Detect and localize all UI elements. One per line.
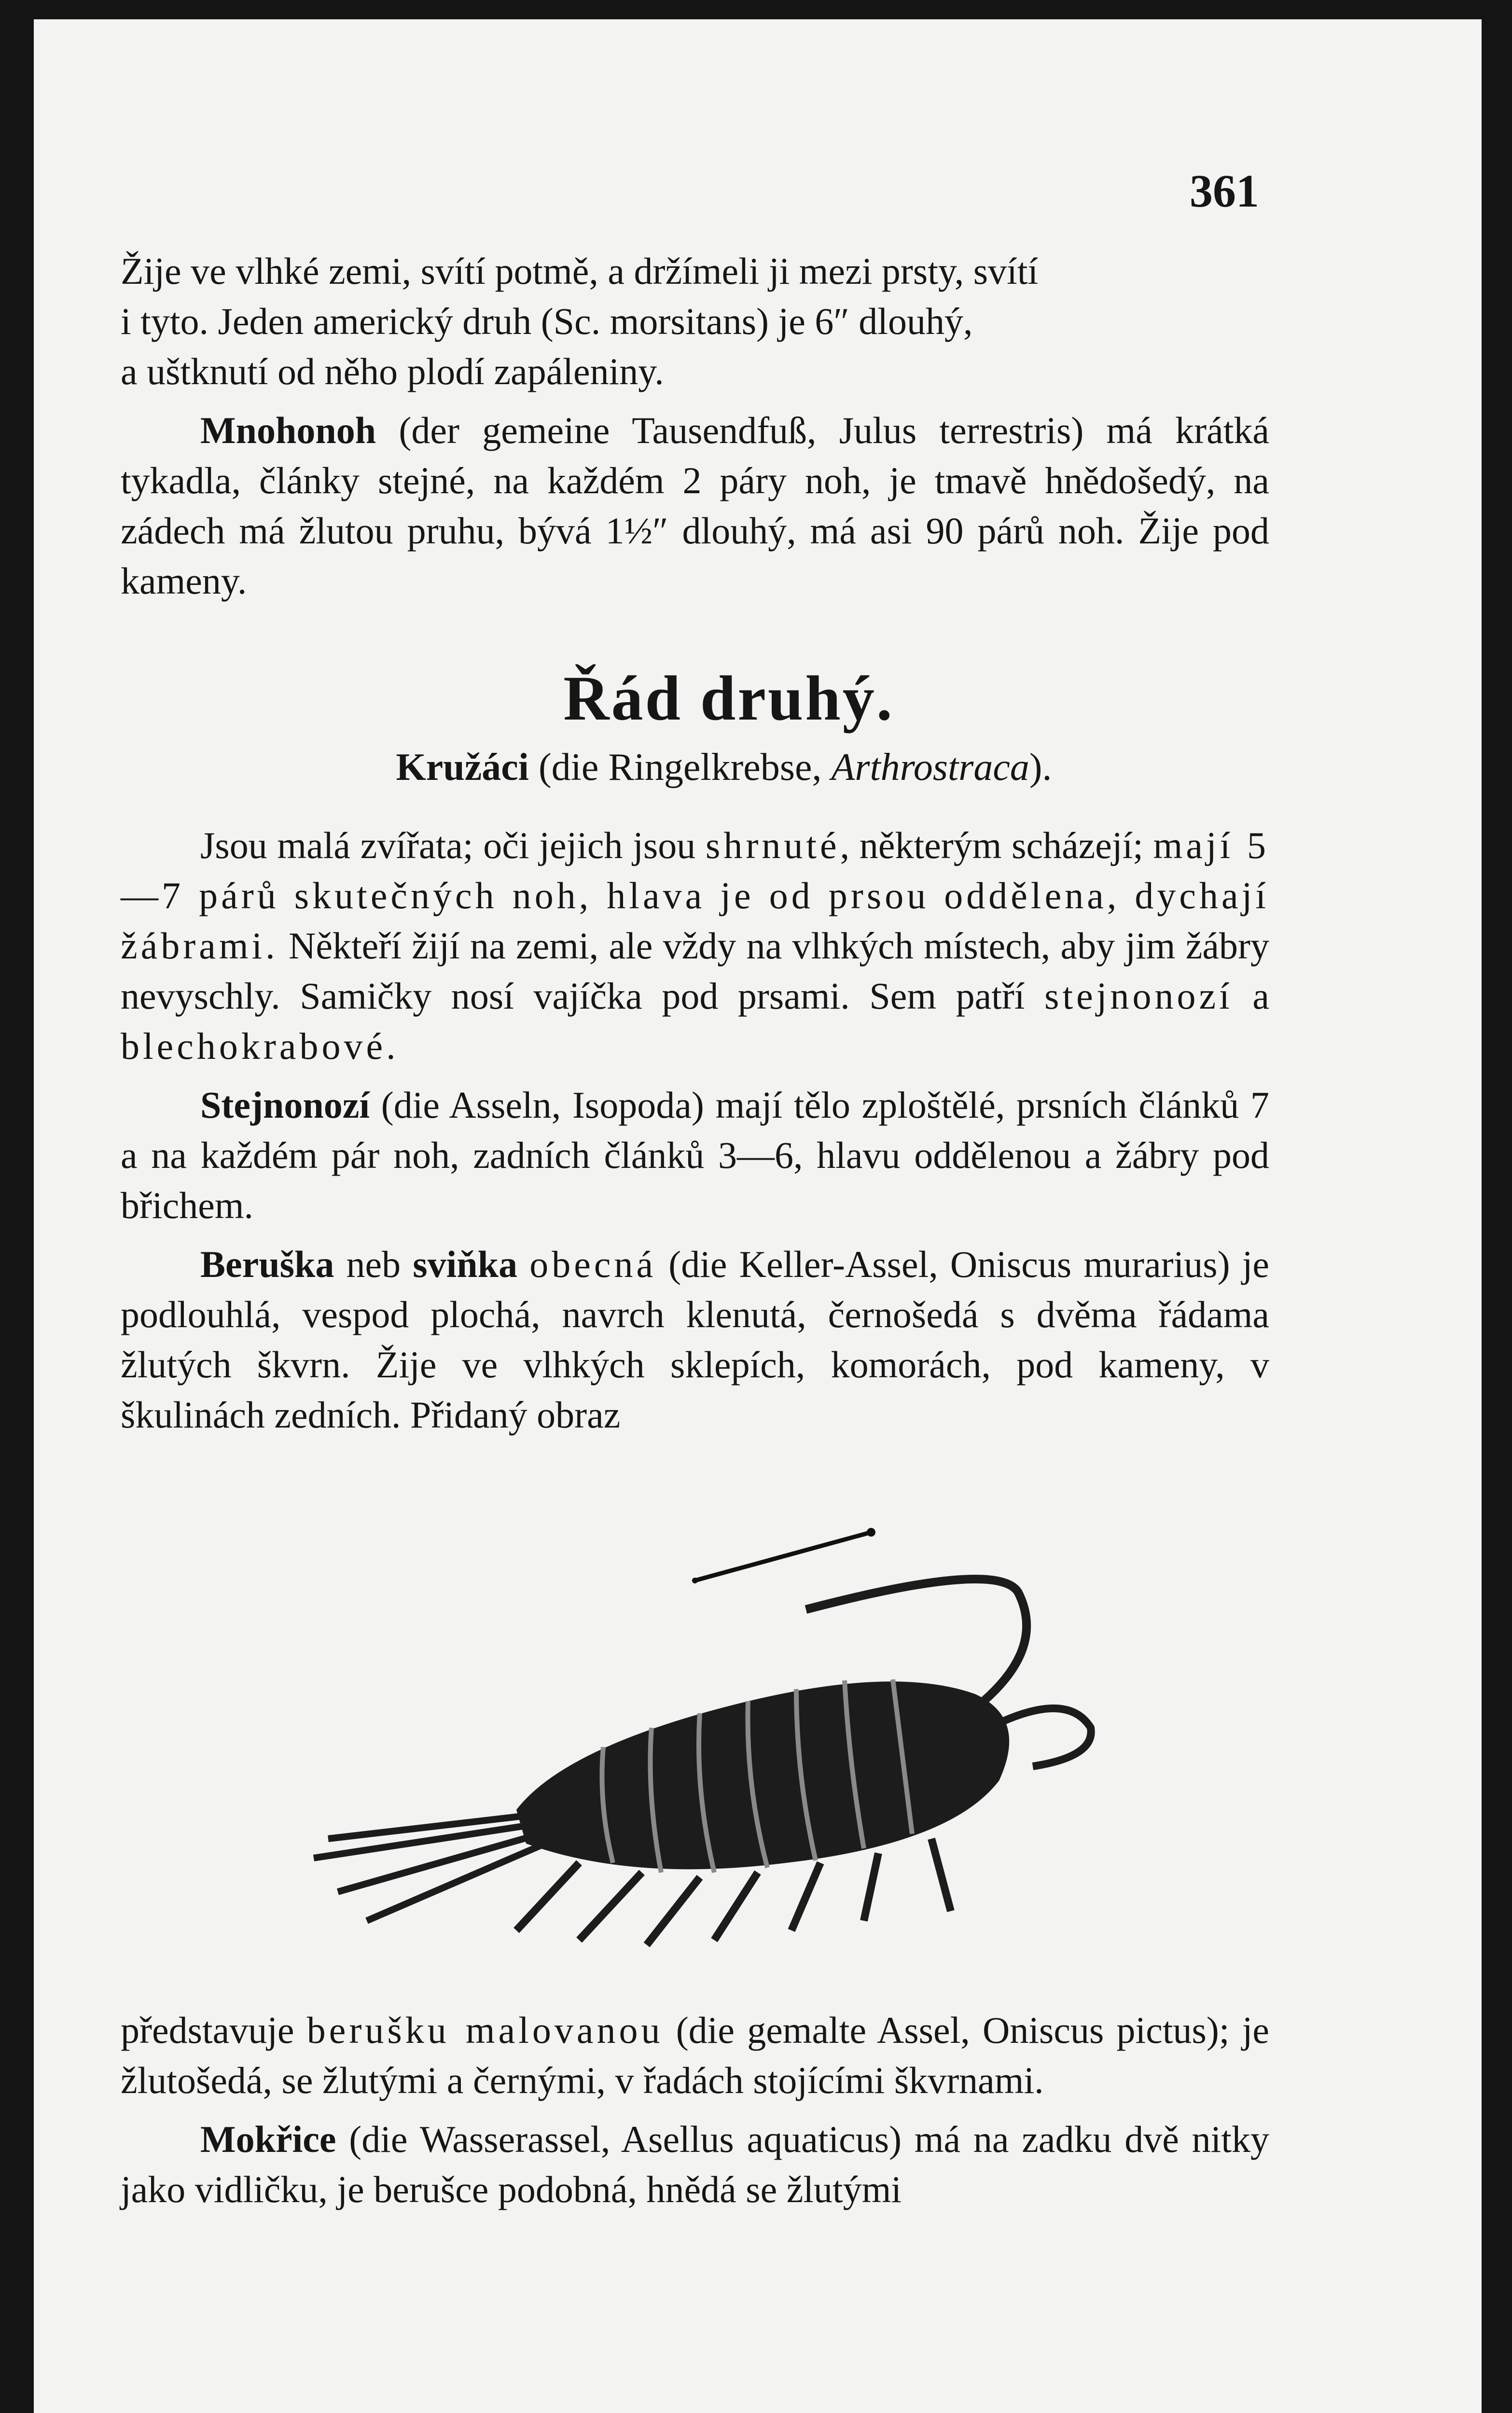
paragraph-malovana xyxy=(121,2005,1269,2106)
term-mnohonoh: Mnohonoh xyxy=(200,409,376,451)
spaced-term: berušku malovanou xyxy=(306,2009,664,2051)
intro-line: a uštknutí od něho plodí zapáleniny. xyxy=(121,350,664,392)
paragraph-text: (der gemeine Tausendfuß, Julus terrestris) má krátká tykadla, články stejné, na každém 2 páry noh, je tmavě hnědošedý, na zádech má žlutou pruhu, bývá 1½″ dlouhý, má asi 90 párů noh. Žije pod kameny. xyxy=(121,409,1269,602)
paragraph-text: , některým scházejí; xyxy=(840,824,1153,866)
term-svinka: sviňka xyxy=(413,1243,518,1285)
woodlouse-icon xyxy=(314,1579,1091,1945)
spaced-term: stejnonozí xyxy=(1044,975,1233,1017)
book-page xyxy=(34,19,1482,2413)
intro-line: i tyto. Jeden americký druh (Sc. morsitans) je 6″ dlouhý, xyxy=(121,300,973,342)
text-block-bottom xyxy=(121,2005,1269,2215)
intro-line: Žije ve vlhké zemi, svítí potmě, a držímeli ji mezi prsty, svítí xyxy=(121,250,1039,292)
paragraph-text: představuje xyxy=(121,2009,307,2051)
subheading-latin: Arthrostraca xyxy=(831,746,1029,789)
term-mokrice: Mokřice xyxy=(200,2118,336,2160)
paragraph-kruzaci xyxy=(121,820,1269,1071)
text-block-middle xyxy=(121,820,1269,1440)
paragraph-text: neb xyxy=(334,1243,413,1285)
paragraph-text: a xyxy=(1233,975,1269,1017)
spaced-term: obecná xyxy=(529,1243,657,1285)
term-kruzaci: Kružáci xyxy=(396,746,529,789)
section-heading: Řád druhý. xyxy=(563,663,894,734)
paragraph-beruska xyxy=(121,1239,1269,1440)
text-block-top xyxy=(121,246,1269,606)
paragraph-text: (die gemalte Assel, Oniscus pictus); je žlutošedá, se žlutými a černými, v řadách stojícími škvrnami. xyxy=(121,2009,1270,2101)
paragraph-text: . xyxy=(386,1025,396,1067)
term-stejnonozi: Stejnonozí xyxy=(200,1084,370,1126)
paragraph-mokrice xyxy=(121,2114,1269,2215)
scale-line xyxy=(695,1532,871,1581)
subheading-end: ). xyxy=(1029,746,1052,789)
paragraph-text: (die Keller-Assel, Oniscus murarius) je podlouhlá, vespod plochá, navrch klenutá, černošedá s dvěma řádama žlutých škvrn. Žije ve vlhkých sklepích, komorách, pod kameny, v škulinách zedních. Přidaný obraz xyxy=(121,1243,1270,1436)
paragraph-text: (die Asseln, Isopoda) mají tělo zploštělé, prsních článků 7 a na každém pár noh, zadních článků 3—6, hlavu oddělenou a žábry pod břichem. xyxy=(121,1084,1269,1226)
spaced-term: mají 5—7 párů skutečných noh, hlava je od prsou oddělena, dychají žábrami. xyxy=(121,824,1269,967)
woodlouse-illustration xyxy=(265,1506,1134,1988)
paragraph-text xyxy=(517,1243,529,1285)
spaced-term: blechokrabové xyxy=(121,1025,387,1067)
term-beruska: Beruška xyxy=(200,1243,334,1285)
intro-paragraph xyxy=(121,246,1269,397)
paragraph-text: Jsou malá zvířata; oči jejich jsou xyxy=(200,824,706,866)
paragraph-mnohonoh xyxy=(121,405,1269,606)
page-number: 361 xyxy=(1190,165,1259,217)
paragraph-text: Někteří žijí na zemi, ale vždy na vlhkých místech, aby jim žábry nevyschly. Samičky nosí vajíčka pod prsami. Sem patří xyxy=(121,925,1269,1017)
paragraph-stejnonozi xyxy=(121,1080,1269,1231)
subheading-german: (die Ringelkrebse, xyxy=(528,746,832,789)
spaced-term: shrnuté xyxy=(705,824,840,866)
paragraph-text: (die Wasserassel, Asellus aquaticus) má na zadku dvě nitky jako vidličku, je berušce podobná, hnědá se žlutými xyxy=(121,2118,1269,2210)
section-subheading xyxy=(0,746,1448,790)
